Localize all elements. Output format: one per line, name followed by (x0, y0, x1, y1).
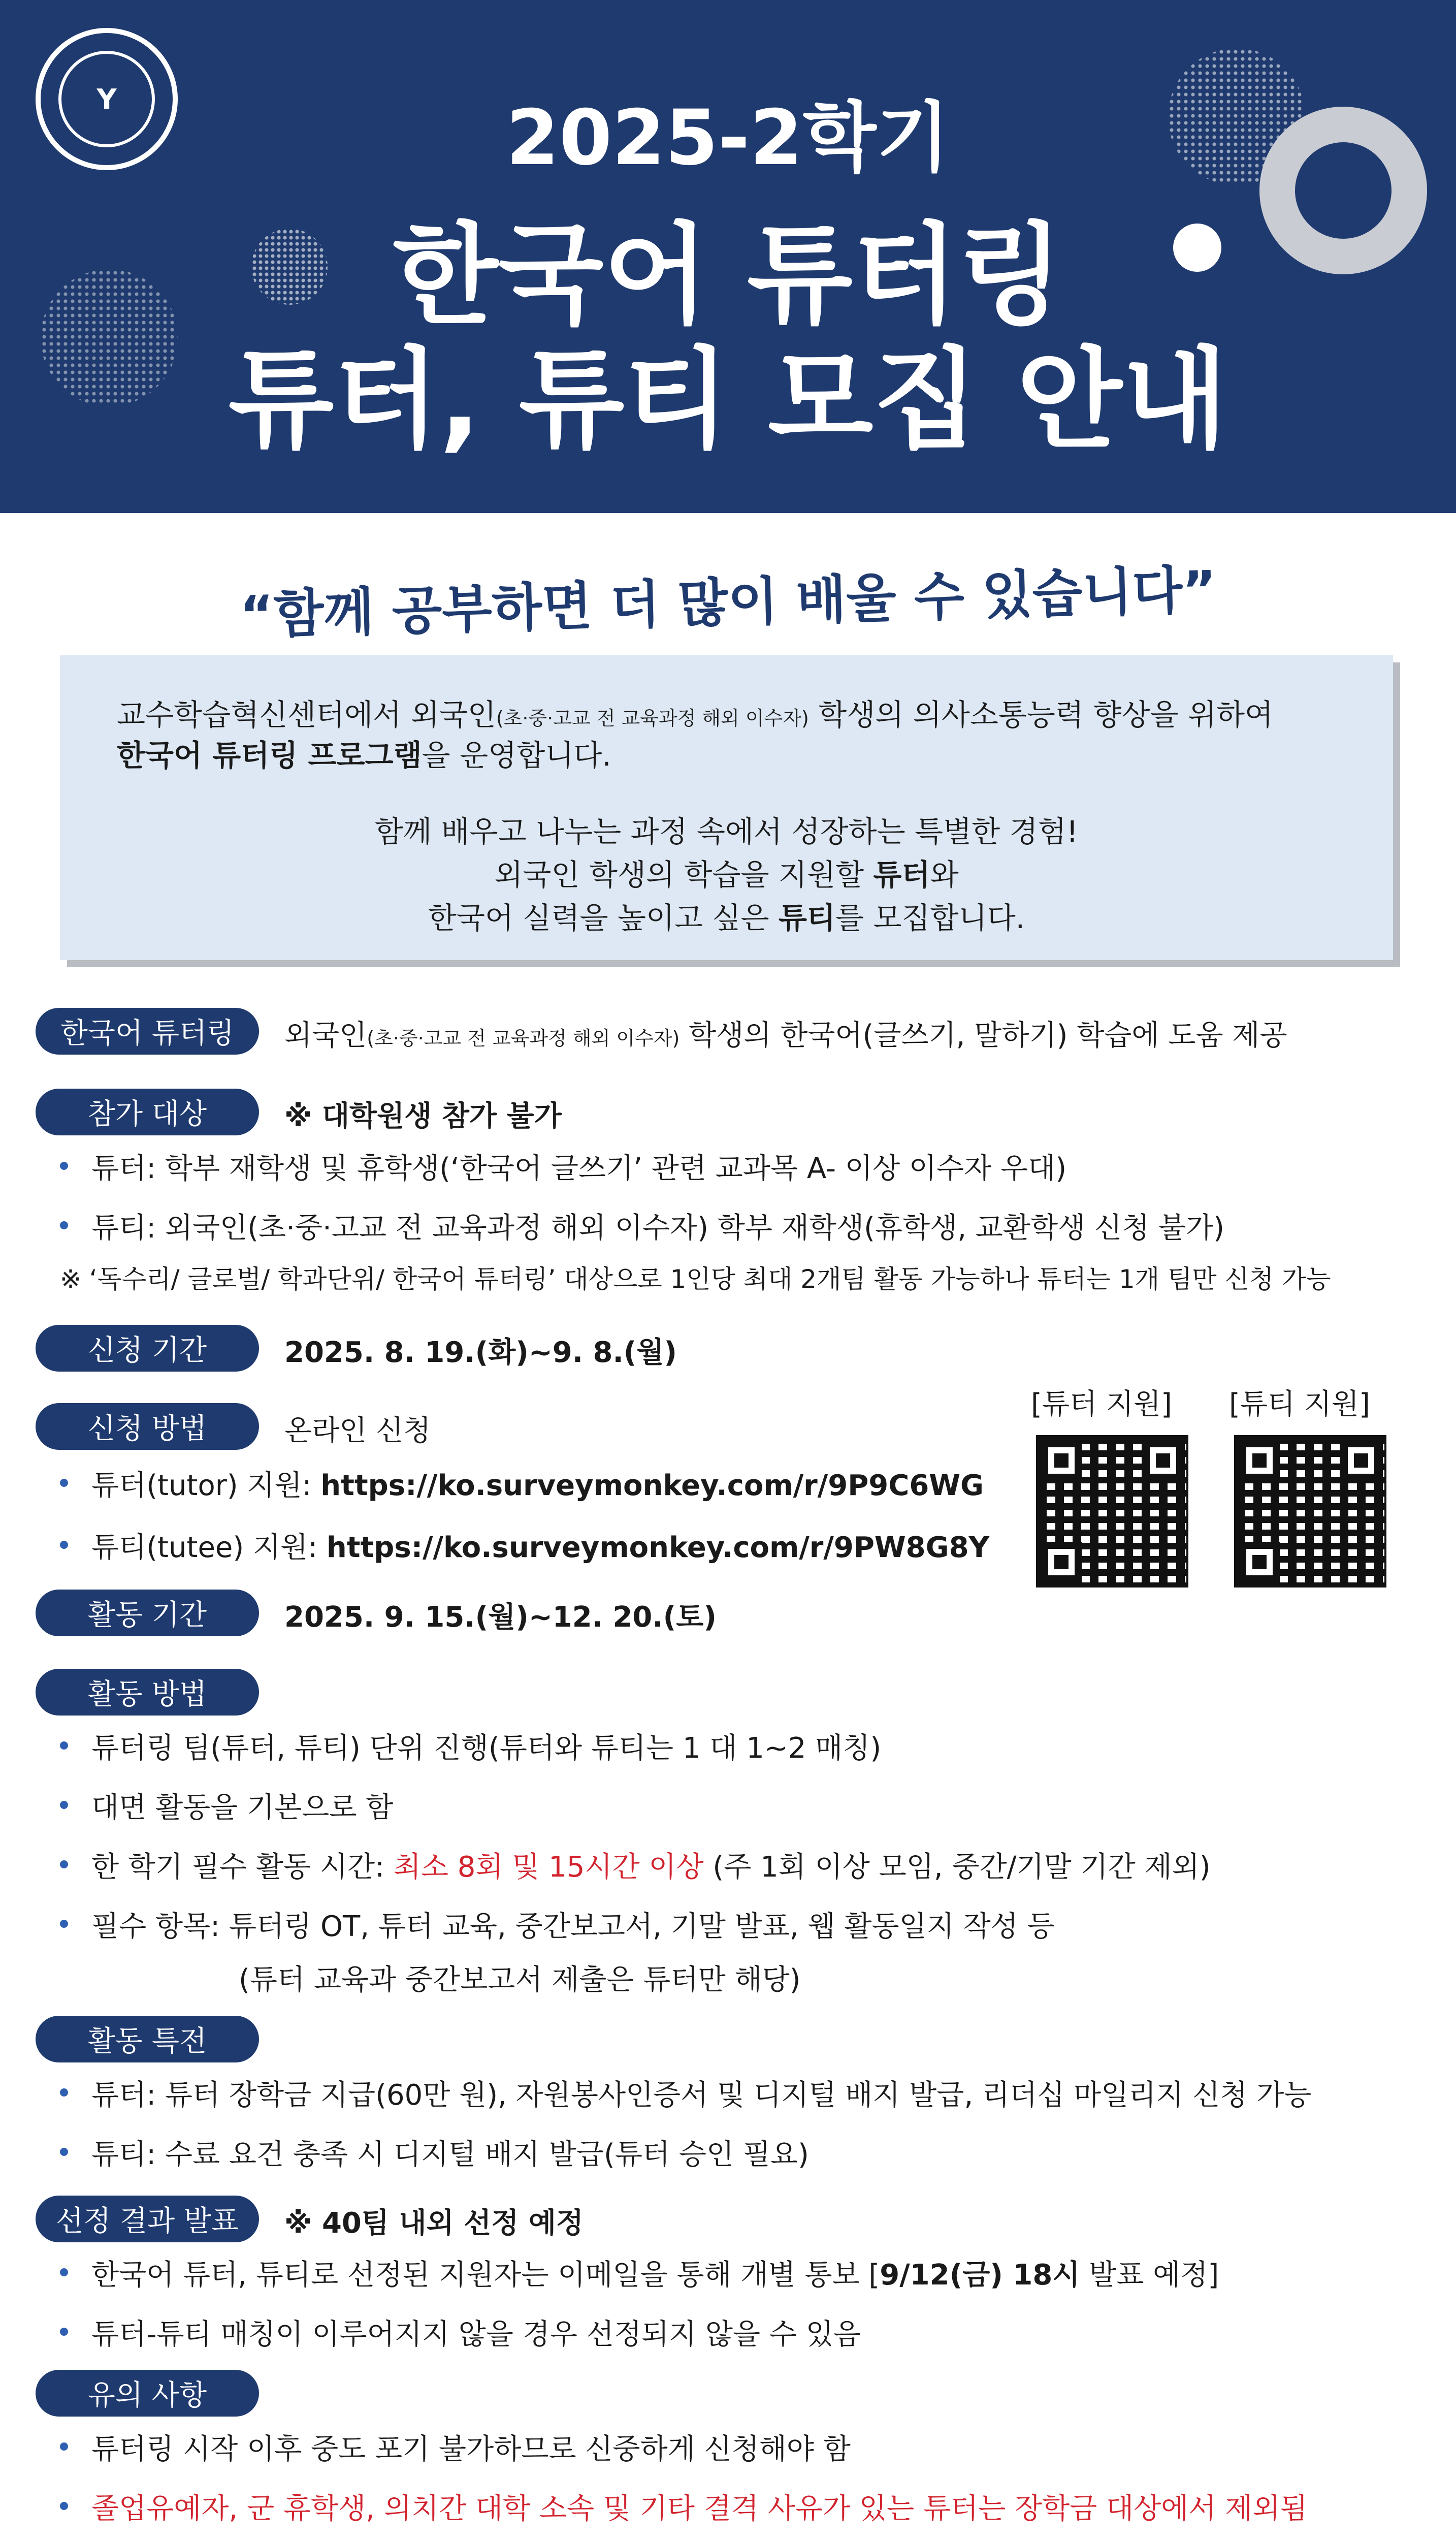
main-title-line2: 튜터, 튜티 모집 안내 (228, 336, 1228, 463)
bullet (60, 1920, 68, 1928)
results-item2: 튜터-튜티 매칭이 이루어지지 않을 경우 선정되지 않을 수 있음 (91, 2318, 861, 2351)
activity-period: 2025. 9. 15.(월)~12. 20.(토) (284, 1601, 717, 1634)
label-activity-period: 활동 기간 (36, 1590, 259, 1636)
semester-title: 2025-2학기 (506, 94, 950, 182)
method-online: 온라인 신청 (284, 1414, 431, 1447)
label-period: 신청 기간 (36, 1325, 259, 1372)
bullet (60, 1741, 68, 1750)
tutee-apply-link[interactable]: 튜티(tutee) 지원: https://ko.surveymonkey.com/r/9PW8G8Y (91, 1531, 990, 1564)
bullet (60, 1162, 68, 1170)
method-item4-sub: (튜터 교육과 중간보고서 제출은 튜터만 해당) (239, 1963, 801, 1996)
intro-box (60, 655, 1393, 960)
bullet (60, 2268, 68, 2276)
bullet (60, 2148, 68, 2156)
eligibility-tutee: 튜티: 외국인(초·중·고교 전 교육과정 해외 이수자) 학부 재학생(휴학생, 교환학생 신청 불가) (91, 1212, 1225, 1245)
bullet (60, 2088, 68, 2097)
intro-line1: 교수학습혁신센터에서 외국인(초·중·고교 전 교육과정 해외 이수자) 학생의 의사소통능력 향상을 위하여 (117, 697, 1274, 732)
eligibility-footnote: ※ ‘독수리/ 글로벌/ 학과단위/ 한국어 튜터링’ 대상으로 1인당 최대 2개팀 활동 가능하나 튜터는 1개 팀만 신청 가능 (60, 1264, 1331, 1294)
qr-tutee-label: [튜티 지원] (1229, 1388, 1370, 1421)
yonsei-logo: Y (36, 28, 178, 170)
application-period: 2025. 8. 19.(화)~9. 8.(월) (284, 1336, 677, 1369)
label-benefits: 활동 특전 (36, 2016, 259, 2062)
label-tutoring: 한국어 튜터링 (36, 1008, 259, 1055)
eligibility-note: ※ 대학원생 참가 불가 (284, 1100, 562, 1133)
bullet (60, 1801, 68, 1809)
slogan: “함께 공부하면 더 많이 배울 수 있습니다” (239, 559, 1217, 646)
bullet (60, 1860, 68, 1868)
method-item2: 대면 활동을 기본으로 함 (91, 1791, 394, 1824)
bullet (60, 1479, 68, 1487)
method-item4: 필수 항목: 튜터링 OT, 튜터 교육, 중간보고서, 기말 발표, 웹 활동일지 작성 등 (91, 1910, 1055, 1943)
intro-line5: 한국어 실력을 높이고 싶은 튜티를 모집합니다. (428, 901, 1025, 935)
tutoring-description: 외국인(초·중·고교 전 교육과정 해외 이수자) 학생의 한국어(글쓰기, 말하기) 학습에 도움 제공 (284, 1019, 1287, 1052)
intro-line4: 외국인 학생의 학습을 지원할 튜터와 (494, 858, 959, 892)
qr-code-tutee[interactable] (1234, 1435, 1386, 1588)
label-results: 선정 결과 발표 (36, 2196, 259, 2242)
eligibility-tutor: 튜터: 학부 재학생 및 휴학생(‘한국어 글쓰기’ 관련 교과목 A- 이상 이수자 우대) (91, 1152, 1067, 1185)
tutor-apply-link[interactable]: 튜터(tutor) 지원: https://ko.surveymonkey.com/r/9P9C6WG (91, 1469, 984, 1502)
method-item1: 튜터링 팀(튜터, 튜티) 단위 진행(튜터와 튜티는 1 대 1~2 매칭) (91, 1732, 882, 1765)
bullet (60, 2502, 68, 2510)
intro-line3: 함께 배우고 나누는 과정 속에서 성장하는 특별한 경험! (375, 814, 1078, 849)
header-banner (0, 0, 1456, 513)
intro-line2: 한국어 튜터링 프로그램을 운영합니다. (117, 738, 611, 773)
qr-tutor-label: [튜터 지원] (1031, 1388, 1172, 1421)
bullet (60, 1221, 68, 1229)
label-eligibility: 참가 대상 (36, 1089, 259, 1135)
main-title-line1: 한국어 튜터링 (393, 211, 1063, 339)
benefit-tutee: 튜티: 수료 요건 충족 시 디지털 배지 발급(튜터 승인 필요) (91, 2138, 809, 2171)
bullet (60, 2442, 68, 2451)
notes-item2: 졸업유예자, 군 휴학생, 의치간 대학 소속 및 기타 결격 사유가 있는 튜터는 장학금 대상에서 제외됨 (91, 2492, 1308, 2525)
method-item3: 한 학기 필수 활동 시간: 최소 8회 및 15시간 이상 (주 1회 이상 모임, 중간/기말 기간 제외) (91, 1851, 1211, 1884)
label-notes: 유의 사항 (36, 2370, 259, 2417)
bullet (60, 1541, 68, 1549)
label-activity-method: 활동 방법 (36, 1669, 259, 1716)
notes-item1: 튜터링 시작 이후 중도 포기 불가하므로 신중하게 신청해야 함 (91, 2433, 851, 2466)
label-method: 신청 방법 (36, 1403, 259, 1450)
results-item1: 한국어 튜터, 튜티로 선정된 지원자는 이메일을 통해 개별 통보 [9/12(금) 18시 발표 예정] (91, 2259, 1219, 2292)
benefit-tutor: 튜터: 튜터 장학금 지급(60만 원), 자원봉사인증서 및 디지털 배지 발급, 리더십 마일리지 신청 가능 (91, 2079, 1312, 2112)
results-note: ※ 40팀 내외 선정 예정 (284, 2207, 584, 2240)
qr-code-tutor[interactable] (1036, 1435, 1188, 1588)
bullet (60, 2328, 68, 2336)
